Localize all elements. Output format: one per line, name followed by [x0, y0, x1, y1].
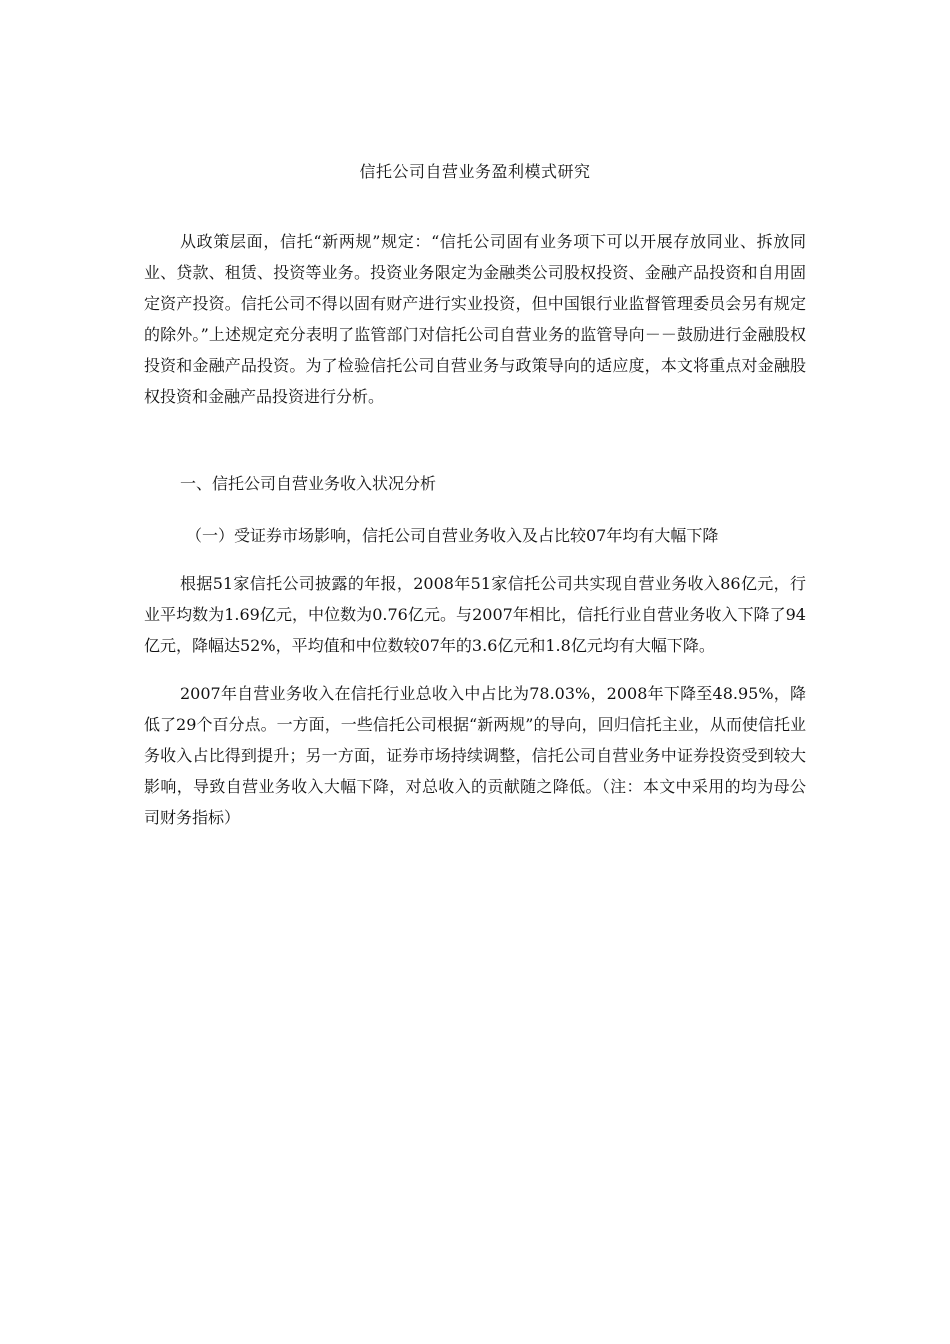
body-paragraph-2: 2007年自营业务收入在信托行业总收入中占比为78.03%，2008年下降至48.95%，降低了29个百分点。一方面，一些信托公司根据“新两规”的导向，回归信托主业，从而使信托业务收入占比得到提升；另一方面，证券市场持续调整，信托公司自营业务中证券投资受到较大影响，导致自营业务收入大幅下降，对总收入的贡献随之降低。（注：本文中采用的均为母公司财务指标）: [144, 684, 806, 827]
section-heading: 一、信托公司自营业务收入状况分析: [180, 474, 437, 493]
body-paragraph-1: 根据51家信托公司披露的年报，2008年51家信托公司共实现自营业务收入86亿元，行业平均数为1.69亿元，中位数为0.76亿元。与2007年相比，信托行业自营业务收入下降了94亿元，降幅达52%，平均值和中位数较07年的3.6亿元和1.8亿元均有大幅下降。: [144, 574, 806, 655]
document-title: 信托公司自营业务盈利模式研究: [359, 162, 591, 181]
intro-paragraph: 从政策层面，信托“新两规”规定：“信托公司固有业务项下可以开展存放同业、拆放同业、贷款、租赁、投资等业务。投资业务限定为金融类公司股权投资、金融产品投资和自用固定资产投资。信托公司不得以固有财产进行实业投资，但中国银行业监督管理委员会另有规定的除外。”上述规定充分表明了监管部门对信托公司自营业务的监管导向－－鼓励进行金融股权投资和金融产品投资。为了检验信托公司自营业务与政策导向的适应度，本文将重点对金融股权投资和金融产品投资进行分析。: [144, 232, 806, 406]
subsection-heading: （一）受证券市场影响，信托公司自营业务收入及占比较07年均有大幅下降: [186, 526, 719, 545]
